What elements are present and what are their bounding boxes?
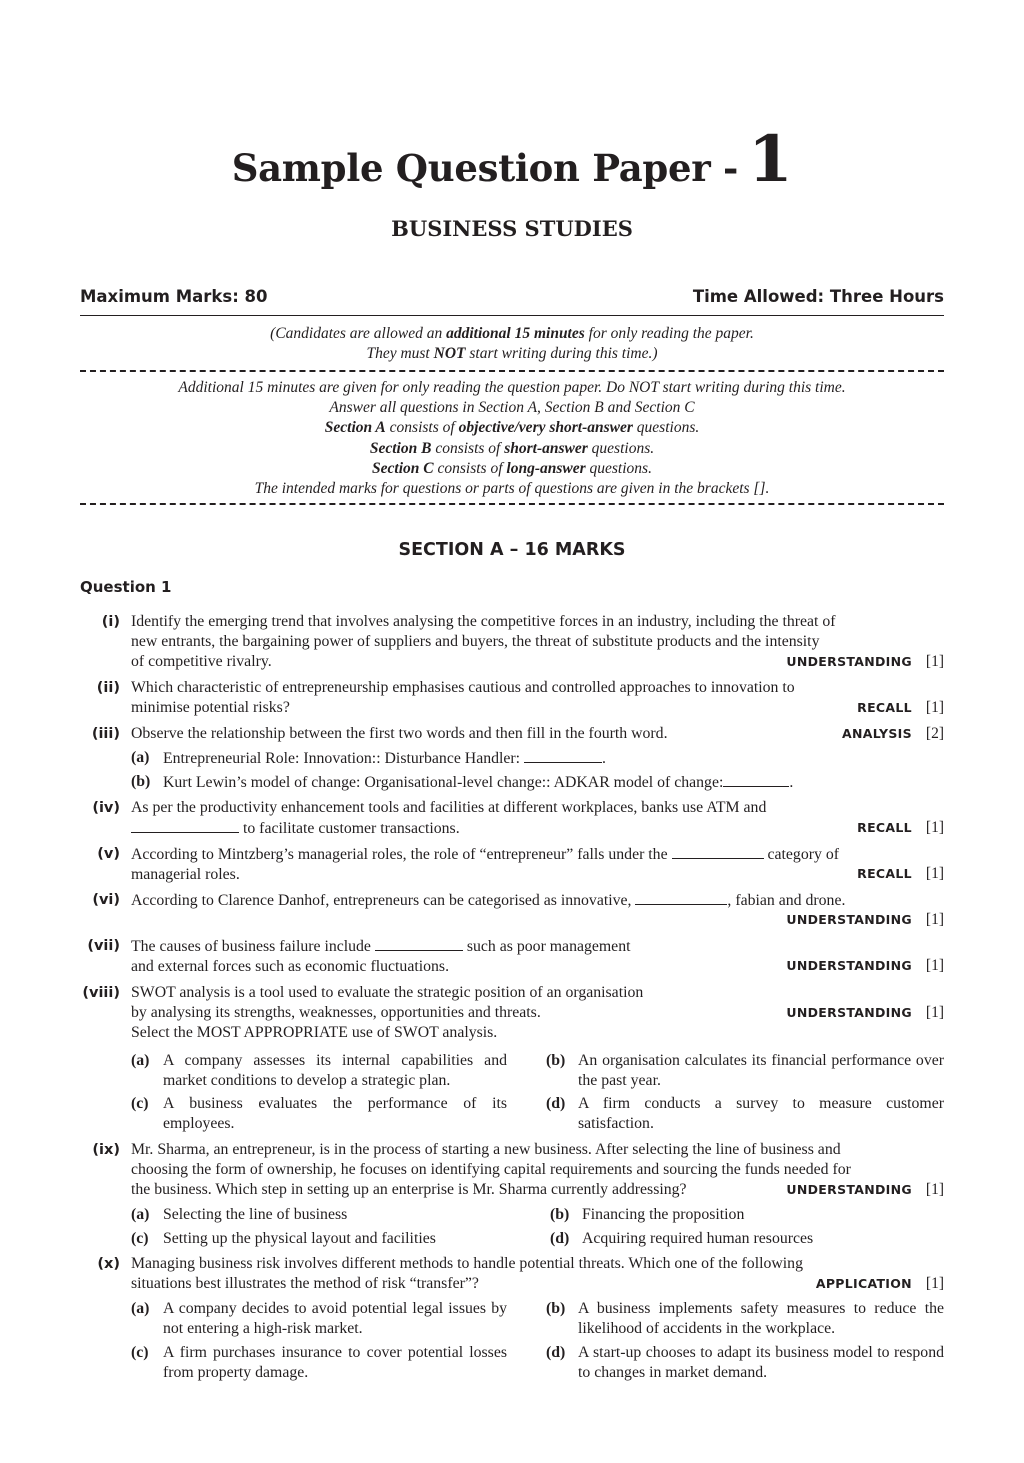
note-text: for only reading the paper. — [584, 325, 754, 342]
question-meta — [842, 724, 944, 744]
paper-title — [80, 122, 944, 197]
instruction-text: questions. — [587, 439, 655, 457]
instruction-text: consists of — [431, 439, 505, 457]
note-emphasis: NOT — [433, 345, 466, 362]
text-line: new entrants, the bargaining power of suppliers and buyers, the threat of substitute products and the intensity — [131, 633, 820, 650]
option-text: A firm purchases insurance to cover potential losses from property damage. — [163, 1344, 507, 1381]
cognitive-level: UNDERSTANDING — [786, 1005, 912, 1020]
option-d[interactable] — [546, 1094, 944, 1134]
option-a[interactable] — [131, 1299, 507, 1339]
option-label: (a) — [131, 1206, 150, 1223]
answer-blank — [672, 844, 764, 859]
option-text — [163, 772, 944, 793]
analogy-text: Kurt Lewin’s model of change: Organisational-level change:: ADKAR model of change: — [163, 774, 724, 791]
text-line — [131, 844, 944, 865]
option-text: A business evaluates the performance of its employees. — [163, 1095, 507, 1132]
section-name: Section C — [372, 459, 434, 477]
question-text — [131, 798, 944, 839]
text-line: Managing business risk involves different methods to handle potential threats. Which one of the following — [131, 1255, 803, 1272]
option-d[interactable] — [546, 1343, 944, 1383]
question-meta — [857, 818, 944, 838]
text-line: the business. Which step in setting up an enterprise is Mr. Sharma currently addressing? — [131, 1181, 687, 1198]
text-fragment: According to Clarence Danhof, entrepreneurs can be categorised as innovative, — [131, 892, 636, 909]
question-meta — [816, 1274, 944, 1294]
option-b[interactable] — [546, 1051, 944, 1091]
answer-blank — [131, 818, 239, 833]
cognitive-level: APPLICATION — [815, 1276, 912, 1291]
question-text: Observe the relationship between the first two words and then fill in the fourth word. — [131, 725, 668, 742]
option-label: (b) — [546, 1052, 566, 1069]
option-b[interactable] — [546, 1299, 944, 1339]
option-text: Selecting the line of business — [163, 1206, 348, 1223]
question-number: (ix) — [92, 1142, 120, 1158]
question-meta — [786, 956, 944, 976]
cognitive-level: UNDERSTANDING — [786, 958, 912, 973]
question-number: (iv) — [92, 800, 120, 816]
option-c[interactable] — [131, 1094, 507, 1134]
instruction-line — [80, 459, 944, 479]
question-text — [131, 678, 944, 718]
note-text: (Candidates are allowed an — [270, 325, 447, 342]
header-rule — [80, 315, 944, 316]
question-meta — [786, 1180, 944, 1200]
question-meta — [786, 652, 944, 672]
text-line: managerial roles. — [131, 866, 240, 883]
option-text: Acquiring required human resources — [582, 1230, 814, 1247]
instruction-line: The intended marks for questions or parts of questions are given in the brackets []. — [254, 480, 770, 498]
answer-blank — [635, 890, 727, 905]
question-type: long-answer — [506, 459, 586, 477]
text-fragment: category of — [763, 846, 839, 863]
question-label: Question 1 — [80, 578, 172, 596]
answer-blank — [723, 772, 789, 787]
instruction-text: consists of — [433, 459, 507, 477]
option-label: (c) — [131, 1344, 149, 1361]
instruction-line — [80, 418, 944, 438]
option-c[interactable] — [131, 1229, 507, 1249]
option-text: Setting up the physical layout and facilities — [163, 1230, 436, 1247]
analogy-text: Entrepreneurial Role: Innovation:: Disturbance Handler: — [163, 750, 525, 767]
note-emphasis: additional 15 minutes — [446, 325, 585, 342]
question-number: (viii) — [82, 985, 120, 1001]
dashed-divider-bottom — [80, 503, 944, 505]
option-text: Financing the proposition — [582, 1206, 745, 1223]
section-title: SECTION A – 16 MARKS — [398, 540, 626, 560]
marks: [1] — [925, 865, 944, 882]
option-label: (c) — [131, 1095, 149, 1112]
text-line: Select the MOST APPROPRIATE use of SWOT analysis. — [131, 1024, 498, 1041]
question-number: (i) — [101, 614, 120, 630]
question-item-v — [80, 844, 944, 884]
option-label: (a) — [131, 749, 150, 766]
option-label: (b) — [546, 1300, 566, 1317]
answer-blank — [524, 748, 602, 763]
option-text: A firm conducts a survey to measure customer satisfaction. — [578, 1095, 944, 1132]
note-text: start writing during this time.) — [465, 345, 658, 362]
option-a[interactable] — [131, 1051, 507, 1091]
marks: [1] — [925, 699, 944, 716]
period: . — [602, 750, 606, 767]
answer-blank — [375, 936, 463, 951]
text-line: Which characteristic of entrepreneurship emphasises cautious and controlled approaches to innovation to — [131, 679, 795, 696]
cognitive-level: ANALYSIS — [841, 726, 912, 741]
option-c[interactable] — [131, 1343, 507, 1383]
option-text: A company decides to avoid potential legal issues by not entering a high-risk market. — [163, 1300, 507, 1337]
question-item-x — [80, 1254, 944, 1384]
option-text: A business implements safety measures to reduce the likelihood of accidents in the workplace. — [578, 1300, 944, 1337]
option-label: (b) — [550, 1206, 570, 1223]
text-fragment: According to Mintzberg’s managerial roles, the role of “entrepreneur” falls under the — [131, 846, 672, 863]
question-item-ix — [80, 1140, 944, 1250]
option-label: (a) — [131, 1300, 150, 1317]
option-label: (d) — [546, 1095, 566, 1112]
marks: [1] — [925, 957, 944, 974]
question-text — [131, 844, 944, 885]
period: . — [789, 774, 794, 791]
note-text: They must — [366, 345, 434, 362]
marks: [1] — [925, 1275, 944, 1292]
paper-title-text: Sample Question Paper - — [231, 146, 739, 190]
text-line: Mr. Sharma, an entrepreneur, is in the process of starting a new business. After selecting the line of business and — [131, 1141, 841, 1158]
option-d[interactable] — [550, 1229, 944, 1249]
option-text: A company assesses its internal capabilities and market conditions to develop a strategic plan. — [163, 1052, 507, 1089]
cognitive-level: RECALL — [857, 820, 912, 835]
text-line: choosing the form of ownership, he focuses on identifying capital requirements and sourcing the funds needed for — [131, 1161, 851, 1178]
question-paper-page — [80, 0, 944, 1463]
option-label: (a) — [131, 1052, 150, 1069]
cognitive-level: UNDERSTANDING — [786, 654, 912, 669]
question-meta — [786, 910, 944, 930]
section-name: Section A — [324, 419, 386, 437]
question-meta — [786, 1003, 944, 1023]
option-a — [131, 748, 944, 768]
question-number: (vii) — [87, 938, 120, 954]
instruction-line — [80, 439, 944, 459]
option-b[interactable] — [550, 1205, 944, 1225]
question-item-ii — [80, 678, 944, 718]
question-meta — [857, 698, 944, 718]
instructions-block — [80, 378, 944, 499]
reading-time-note — [80, 324, 944, 364]
marks: [1] — [925, 819, 944, 836]
option-text: A start-up chooses to adapt its business model to respond to changes in market demand. — [578, 1344, 944, 1381]
text-fragment: The causes of business failure include — [131, 938, 375, 955]
question-number: (v) — [97, 846, 120, 862]
question-type: objective/very short-answer — [458, 419, 633, 437]
cognitive-level: UNDERSTANDING — [786, 912, 912, 927]
dashed-divider-top — [80, 370, 944, 372]
text-fragment: , fabian and drone. — [727, 892, 846, 909]
text-line: minimise potential risks? — [131, 699, 290, 716]
option-label: (d) — [550, 1230, 570, 1247]
question-item-vi — [80, 890, 944, 930]
option-label: (c) — [131, 1230, 149, 1247]
option-a[interactable] — [131, 1205, 507, 1225]
instruction-text: questions. — [585, 459, 652, 477]
option-label: (b) — [131, 773, 151, 790]
instruction-text: consists of — [385, 419, 459, 437]
text-line: As per the productivity enhancement tools and facilities at different workplaces, banks use ATM and — [131, 799, 767, 816]
marks: [2] — [925, 725, 944, 742]
marks: [1] — [925, 1004, 944, 1021]
instruction-text: questions. — [632, 419, 700, 437]
question-type: short-answer — [504, 439, 588, 457]
cognitive-level: UNDERSTANDING — [786, 1182, 912, 1197]
text-line: situations best illustrates the method of risk “transfer”? — [131, 1275, 479, 1292]
marks: [1] — [925, 1181, 944, 1198]
paper-number: 1 — [748, 122, 793, 197]
maximum-marks: Maximum Marks: 80 — [80, 287, 268, 306]
text-line: SWOT analysis is a tool used to evaluate the strategic position of an organisation — [131, 984, 644, 1001]
option-b — [131, 772, 944, 792]
section-name: Section B — [369, 439, 432, 457]
text-line: Identify the emerging trend that involves analysing the competitive forces in an industry, including the threat of — [131, 613, 836, 630]
option-text — [163, 748, 944, 769]
text-fragment: to facilitate customer transactions. — [239, 820, 460, 837]
question-item-iv — [80, 798, 944, 838]
question-item-vii — [80, 936, 944, 976]
text-line: and external forces such as economic fluctuations. — [131, 958, 450, 975]
question-number: (iii) — [91, 726, 120, 742]
subject-heading: BUSINESS STUDIES — [391, 216, 633, 241]
question-text — [131, 890, 944, 911]
text-line: by analysing its strengths, weaknesses, opportunities and threats. — [131, 1004, 541, 1021]
option-label: (d) — [546, 1344, 566, 1361]
marks: [1] — [925, 911, 944, 928]
text-line — [131, 936, 944, 957]
question-item-viii — [80, 983, 944, 1135]
instruction-line: Additional 15 minutes are given for only reading the question paper. Do NOT start writing during this time. — [178, 379, 846, 396]
time-allowed: Time Allowed: Three Hours — [692, 287, 944, 306]
text-line — [131, 818, 944, 839]
question-number: (ii) — [96, 680, 120, 696]
instruction-line: Answer all questions in Section A, Section B and Section C — [329, 399, 695, 417]
text-fragment: such as poor management — [462, 938, 631, 955]
option-text: An organisation calculates its financial performance over the past year. — [578, 1052, 944, 1089]
question-item-iii — [80, 724, 944, 794]
question-item-i — [80, 612, 944, 672]
marks-time-row — [80, 287, 944, 313]
question-meta — [857, 864, 944, 884]
marks: [1] — [925, 653, 944, 670]
text-line: of competitive rivalry. — [131, 653, 272, 670]
cognitive-level: RECALL — [857, 866, 912, 881]
text-line — [131, 890, 944, 911]
question-number: (x) — [97, 1256, 120, 1272]
question-number: (vi) — [92, 892, 120, 908]
cognitive-level: RECALL — [857, 700, 912, 715]
